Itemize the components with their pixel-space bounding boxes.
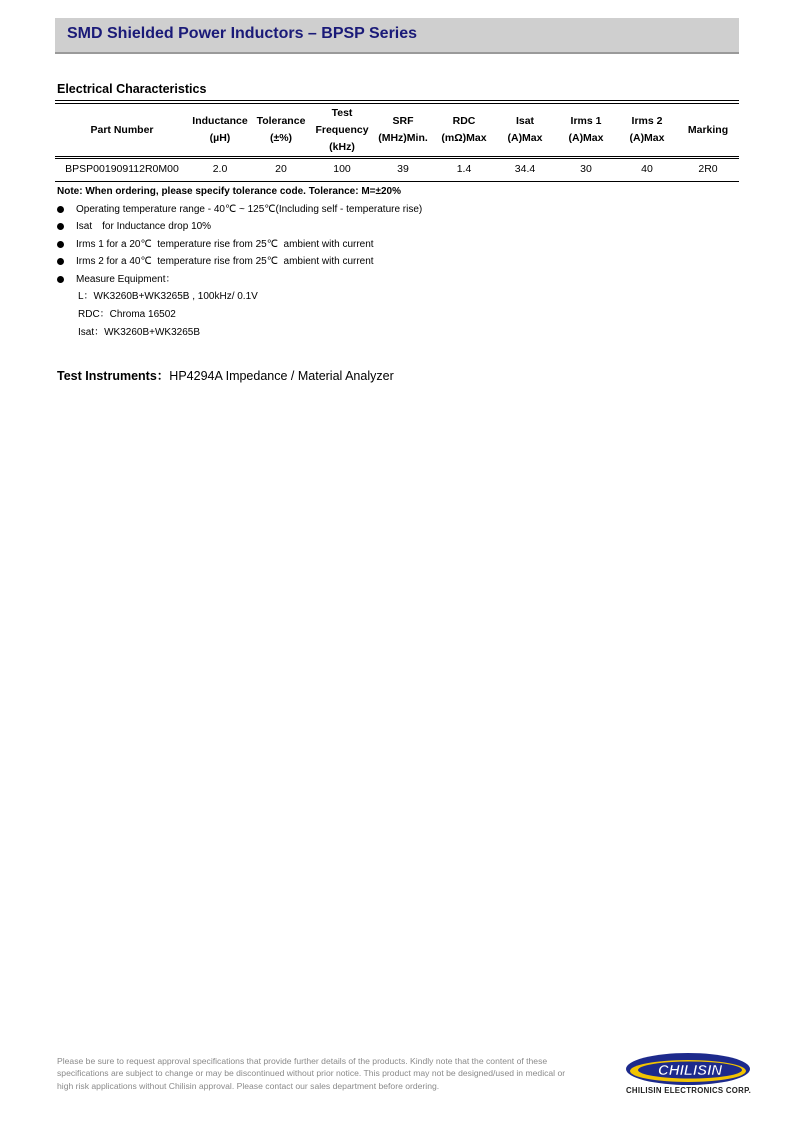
- table-cell: 39: [397, 162, 409, 175]
- list-item: Isat for Inductance drop 10%: [57, 218, 422, 235]
- table-bottom-rule: [55, 181, 739, 182]
- column-header: Irms 2 (A)Max: [629, 115, 665, 144]
- column-header: Marking: [687, 123, 729, 136]
- equipment-item: RDC：Chroma 16502: [78, 309, 176, 320]
- header-rule-1: [55, 156, 739, 157]
- ordering-note: Note: When ordering, please specify tolerance code. Tolerance: M=±20%: [57, 186, 402, 197]
- equipment-item: Isat：WK3260B+WK3265B: [78, 327, 201, 338]
- table-cell: 30: [580, 162, 592, 175]
- bullet-dot-icon: [57, 241, 64, 248]
- table-cell: 2R0: [698, 162, 718, 175]
- column-header: Irms 1 (A)Max: [568, 115, 604, 144]
- test-instruments: [57, 366, 394, 384]
- logo-wordmark: CHILISIN: [657, 1062, 723, 1079]
- column-header: Isat (A)Max: [507, 115, 543, 144]
- list-item: Operating temperature range - 40℃ ~ 125℃(Including self - temperature rise): [57, 201, 422, 218]
- column-header: RDC (mΩ)Max: [441, 115, 487, 144]
- equipment-item: L：WK3260B+WK3265B , 100kHz/ 0.1V: [78, 291, 258, 302]
- table-cell: 40: [641, 162, 653, 175]
- table-cell: 100: [333, 162, 351, 175]
- table-cell: 2.0: [212, 162, 228, 175]
- column-header: Tolerance (±%): [256, 115, 306, 144]
- list-item: Measure Equipment：: [57, 271, 422, 288]
- table-cell: 34.4: [514, 162, 536, 175]
- logo-caption: CHILISIN ELECTRONICS CORP.: [626, 1086, 752, 1095]
- table-top-rule-1: [55, 100, 739, 101]
- header-rule-2: [55, 158, 739, 159]
- table-header-row: [55, 104, 739, 156]
- test-instruments-value: HP4294A Impedance / Material Analyzer: [169, 369, 394, 383]
- measure-equipment-list: [78, 288, 258, 342]
- page-title: SMD Shielded Power Inductors – BPSP Series: [67, 25, 418, 42]
- column-header: Test Frequency (kHz): [315, 106, 369, 153]
- notes-list: [57, 201, 422, 288]
- footer-disclaimer: Please be sure to request approval specifications that provide further details of the products. Kindly note that the content of these specifications are subject to change or may be discontinued without prior notice. This product may not be designed/used in medical or high risk applications without Chilisin approval. Please contact our sales department before ordering.: [57, 1056, 566, 1091]
- test-instruments-label: Test Instruments：: [57, 369, 170, 383]
- column-header: Part Number: [90, 123, 154, 136]
- electrical-characteristics-table: [55, 104, 739, 181]
- header-bar: [55, 18, 739, 54]
- table-cell: BPSP001909112R0M00: [65, 162, 179, 175]
- table-cell: 1.4: [456, 162, 472, 175]
- column-header: Inductance (µH): [192, 115, 248, 144]
- section-title: Electrical Characteristics: [57, 82, 207, 96]
- bullet-dot-icon: [57, 206, 64, 213]
- table-row: [55, 156, 739, 181]
- column-header: SRF (MHz)Min.: [378, 115, 428, 144]
- bullet-dot-icon: [57, 258, 64, 265]
- bullet-dot-icon: [57, 223, 64, 230]
- bullet-dot-icon: [57, 276, 64, 283]
- list-item: Irms 2 for a 40℃ temperature rise from 25℃ ambient with current: [57, 253, 422, 270]
- table-cell: 20: [275, 162, 287, 175]
- list-item: Irms 1 for a 20℃ temperature rise from 25℃ ambient with current: [57, 236, 422, 253]
